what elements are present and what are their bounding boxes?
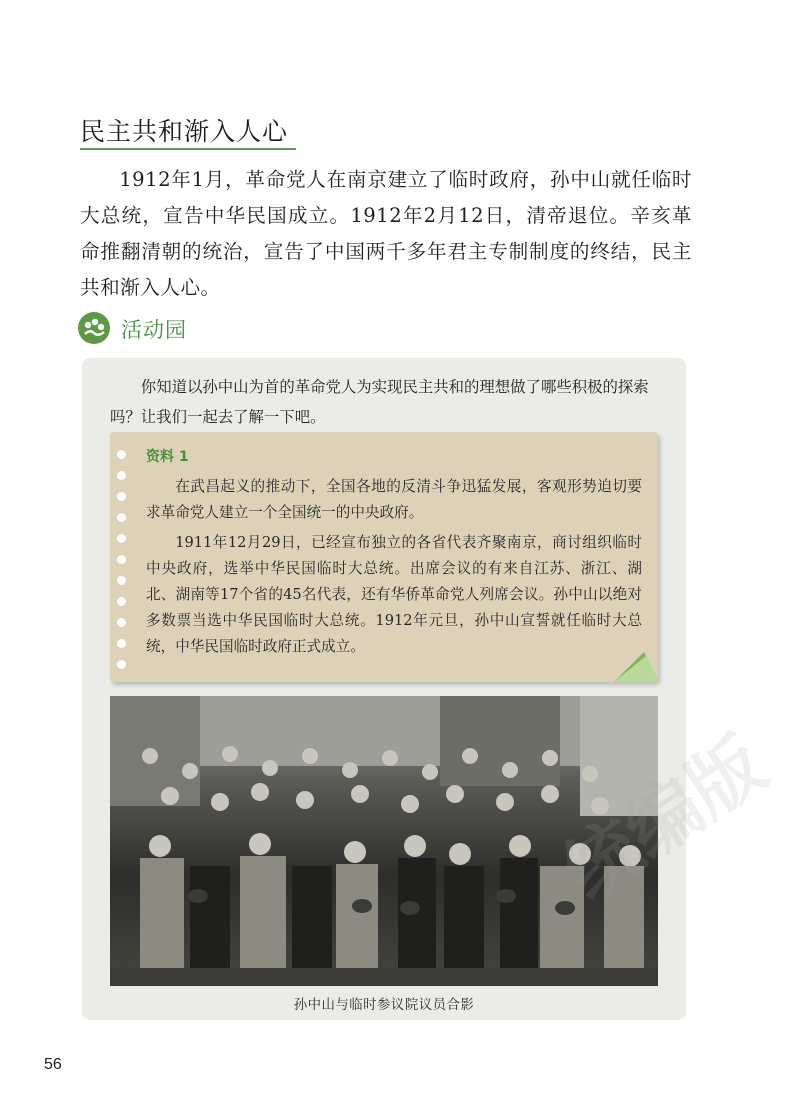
- note-binding-dot: [117, 534, 126, 543]
- heading-underline: [80, 148, 296, 150]
- note-binding-dot: [117, 618, 126, 627]
- section-heading: 民主共和渐入人心: [80, 117, 289, 146]
- intro-paragraph: 1912年1月，革命党人在南京建立了临时政府，孙中山就任临时大总统，宣告中华民国成立。1912年2月12日，清帝退位。辛亥革命推翻清朝的统治，宣告了中国两千多年君主专制制度的终结，民主共和渐入人心。: [80, 168, 692, 299]
- group-photo: [110, 696, 658, 986]
- note-binding-dot: [117, 513, 126, 522]
- note-binding-dot: [117, 639, 126, 648]
- photo-caption: 孙中山与临时参议院议员合影: [293, 998, 475, 1013]
- note-paragraph-2: 1911年12月29日，已经宣布独立的各省代表齐聚南京，商讨组织临时中央政府，选举中华民国临时大总统。出席会议的有来自江苏、浙江、湖北、湖南等17个省的45名代表，还有华侨革命党人列席会议。孙中山以绝对多数票当选中华民国临时大总统。1912年元旦，孙中山宣誓就任临时大总统，中华民国临时政府正式成立。: [146, 534, 642, 655]
- note-binding-dot: [117, 597, 126, 606]
- note-binding-dot: [117, 576, 126, 585]
- activity-question: 你知道以孙中山为首的革命党人为实现民主共和的理想做了哪些积极的探索吗？让我们一起去了解一下吧。: [110, 378, 649, 426]
- activity-title: 活动园: [121, 318, 187, 342]
- note-binding-dot: [117, 450, 126, 459]
- note-binding-dot: [117, 555, 126, 564]
- note-binding-dot: [117, 660, 126, 669]
- page-number: 56: [44, 1056, 62, 1073]
- note-label: 资料 1: [146, 449, 189, 465]
- note-fold-corner-icon: [614, 648, 660, 682]
- note-binding-dot: [117, 492, 126, 501]
- activity-badge-icon: [78, 312, 110, 344]
- note-paragraph-1: 在武昌起义的推动下，全国各地的反清斗争迅猛发展，客观形势迫切要求革命党人建立一个全国统一的中央政府。: [146, 478, 642, 521]
- note-binding-dot: [117, 471, 126, 480]
